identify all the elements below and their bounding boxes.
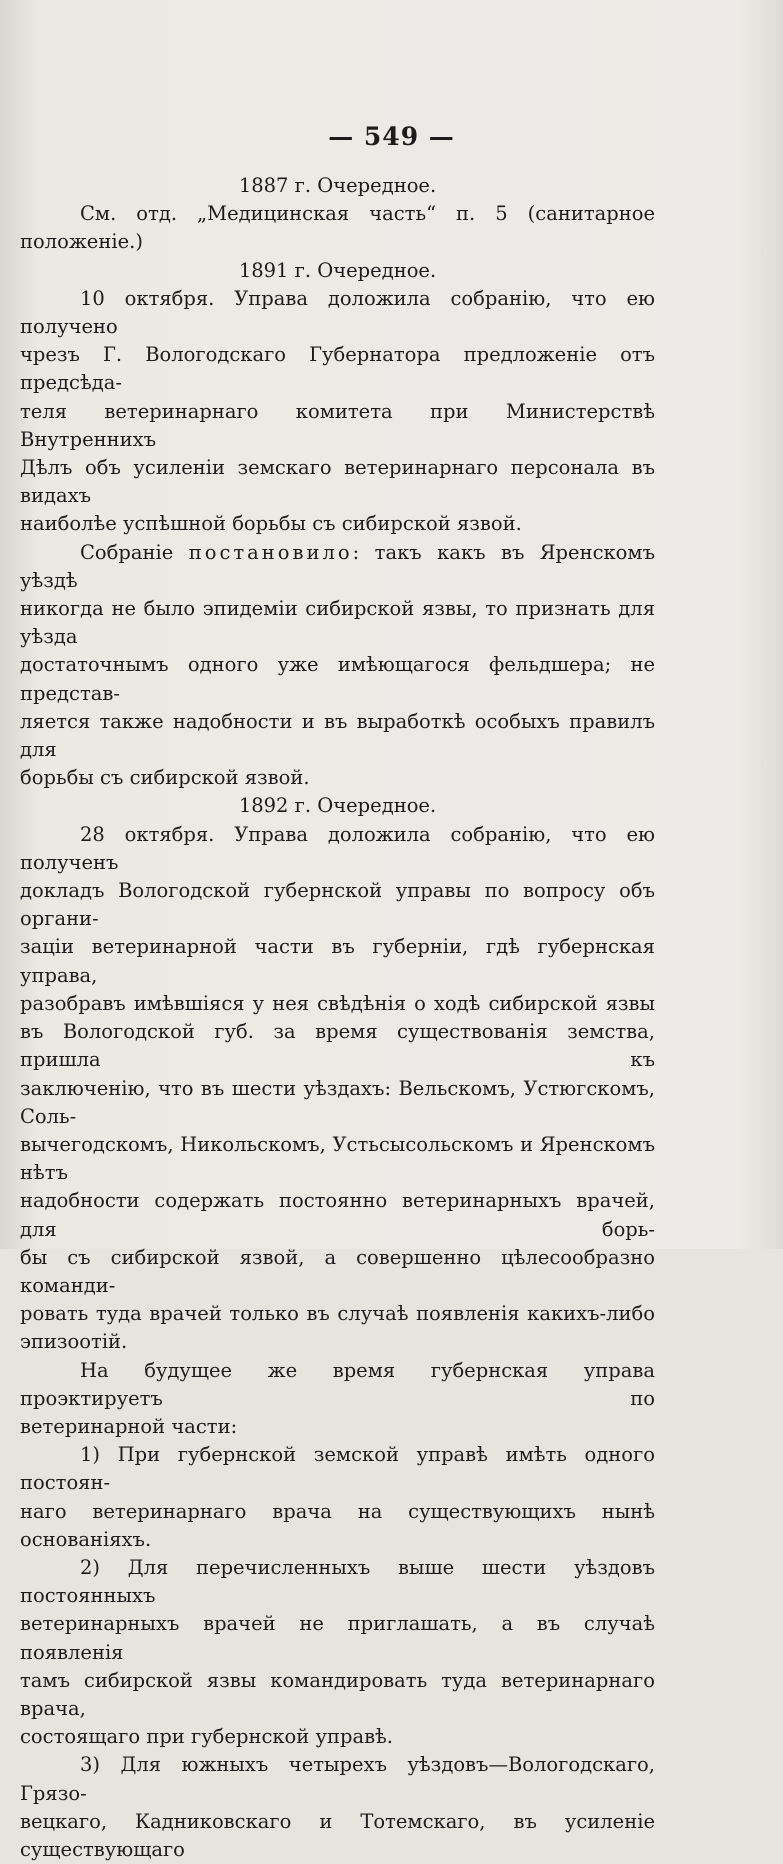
text-line: докладъ Вологодской губернской управы по вопросу объ органи-	[20, 879, 655, 931]
text-line: въ Вологодской губ. за время существованія земства, пришла къ	[20, 1020, 655, 1072]
text-line: надобности содержать постоянно ветеринарныхъ врачей, для борь-	[20, 1189, 655, 1241]
text-line: 3) Для южныхъ четырехъ уѣздовъ—Вологодскаго, Грязо-	[20, 1753, 655, 1805]
text-line: эпизоотій.	[20, 1330, 128, 1354]
text-line: наиболѣе успѣшной борьбы съ сибирской язвой.	[20, 512, 522, 536]
spaced-emphasis: постановило	[188, 540, 353, 564]
text-line: Собраніе постановило: такъ какъ въ Яренскомъ уѣздѣ	[20, 540, 655, 592]
text-line: заціи ветеринарной части въ губерніи, гдѣ губернская управа,	[20, 935, 655, 987]
text-line: состоящаго при губернской управѣ.	[20, 1725, 394, 1749]
section-heading: 1887 г. Очередное.	[238, 174, 437, 197]
text-line: никогда не было эпидеміи сибирской язвы, то признать для уѣзда	[20, 597, 655, 649]
text-line: См. отд. „Медицинская часть“ п. 5 (санитарное положеніе.)	[20, 202, 655, 254]
text-line: 10 октября. Управа доложила собранію, что ею получено	[20, 286, 655, 339]
section-heading: 1891 г. Очередное.	[238, 258, 437, 282]
text-line: 2) Для перечисленныхъ выше шести уѣздовъ постоянныхъ	[20, 1555, 655, 1608]
text-line: заключенію, что въ шести уѣздахъ: Вельскомъ, Устюгскомъ, Соль-	[20, 1076, 655, 1128]
text-line: 1) При губернской земской управѣ имѣть одного постоян-	[20, 1443, 655, 1495]
text-line: вецкаго, Кадниковскаго и Тотемскаго, въ усиленіе существующаго	[20, 1809, 655, 1861]
text-line: разобравъ имѣвшіяся у нея свѣдѣнія о ходѣ сибирской язвы	[20, 991, 655, 1015]
text-line: ветеринарной части:	[20, 1414, 238, 1438]
text-line: тамъ сибирской язвы командировать туда ветеринарнаго врача,	[20, 1668, 655, 1720]
text-line: ляется также надобности и въ выработкѣ особыхъ правилъ для	[20, 709, 655, 762]
page-body-text	[20, 172, 655, 1864]
text-line: наго ветеринарнаго врача на существующихъ нынѣ основаніяхъ.	[20, 1499, 655, 1551]
text-line: достаточнымъ одного уже имѣющагося фельдшера; не представ-	[20, 653, 655, 705]
text-line: ровать туда врачей только въ случаѣ появленія какихъ-либо	[20, 1302, 655, 1326]
page-number: — 549 —	[328, 122, 455, 151]
text-line: бы съ сибирской язвой, а совершенно цѣлесообразно команди-	[20, 1245, 655, 1297]
section-heading: 1892 г. Очередное.	[238, 794, 437, 818]
text-line: вычегодскомъ, Никольскомъ, Устьсысольскомъ и Яренскомъ нѣтъ	[20, 1132, 655, 1185]
text-line: теля ветеринарнаго комитета при Министерствѣ Внутреннихъ	[20, 399, 655, 451]
text-line: борьбы съ сибирской язвой.	[20, 766, 310, 790]
text-line: На будущее же время губернская управа проэктируетъ по	[20, 1358, 655, 1410]
text-line: 28 октября. Управа доложила собранію, что ею полученъ	[20, 822, 655, 874]
text-line: Дѣлъ объ усиленіи земскаго ветеринарнаго персонала въ видахъ	[20, 456, 655, 508]
text-line: ветеринарныхъ врачей не приглашать, а въ случаѣ появленія	[20, 1612, 655, 1664]
text-line: чрезъ Г. Вологодскаго Губернатора предложеніе отъ предсѣда-	[20, 343, 655, 395]
